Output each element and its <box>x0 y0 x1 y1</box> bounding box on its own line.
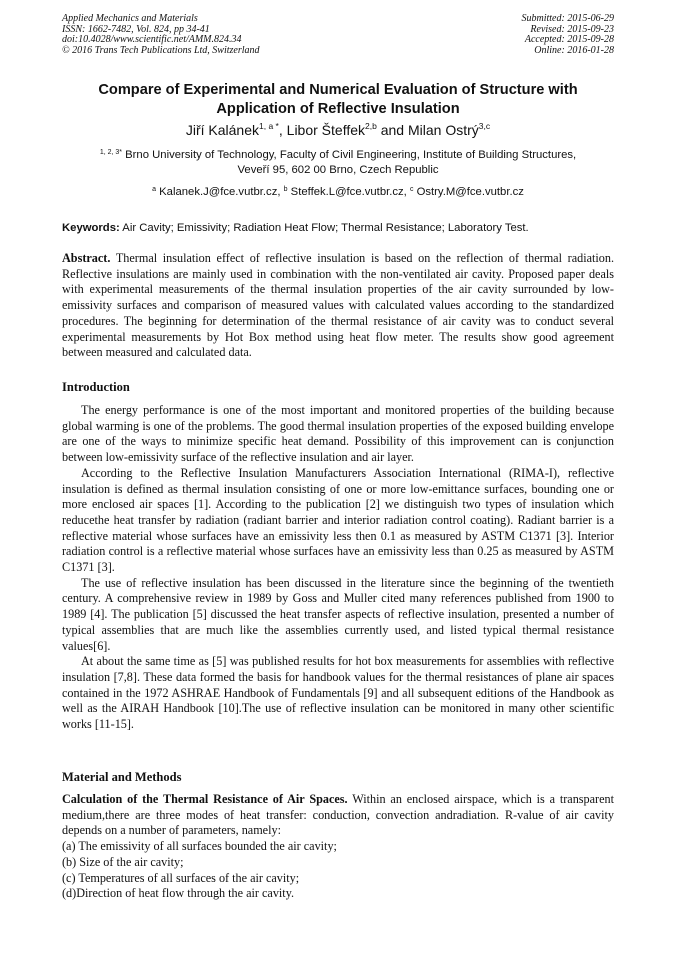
affiliation-line-2: Veveří 95, 602 00 Brno, Czech Republic <box>237 163 439 176</box>
author-3-name: Milan Ostrý <box>407 122 479 138</box>
intro-paragraph-4: At about the same time as [5] was published results for hot box measurements for assemblies with reflective insulation [7,8]. These data formed the basis for handbook values for the thermal resistances of plane air spaces contained in the 1972 ASHRAE Handbook of Fundamentals [9] and all subsequent editions of the Handbook as well as the AIRAH Handbook [10].The use of reflective insulation can be monitored in many other scientific works [11-15]. <box>62 654 614 732</box>
author-1-sup: 1, a * <box>259 121 279 131</box>
email-a-sup: a <box>152 186 156 193</box>
title-line-1: Compare of Experimental and Numerical Evaluation of Structure with <box>98 82 578 98</box>
abstract-label: Abstract. <box>62 251 111 265</box>
keywords-label: Keywords: <box>62 222 120 234</box>
author-2-sup: 2,b <box>365 121 377 131</box>
date-revised: Revised: 2015-09-23 <box>530 23 614 35</box>
date-accepted: Accepted: 2015-09-28 <box>524 34 614 46</box>
affiliation-line-1 <box>62 148 614 163</box>
methods-list-item: (a) The emissivity of all surfaces bounded the air cavity; <box>62 839 337 854</box>
abstract <box>62 251 614 361</box>
author-list <box>62 121 614 139</box>
methods-section <box>62 792 614 902</box>
methods-paragraph <box>62 792 614 839</box>
abstract-text: Thermal insulation effect of reflective insulation is based on the reflection of thermal radiation. Reflective insulations are mainly used in combination with the non-ventilated air cavity. Proposed paper deals with experimental measurements of the thermal insulation properties of the air cavity surrounded by low-emissivity surfaces and comparison of measured values with calculated values according to the standardized procedures. The beginning for determination of the thermal resistance of air cavity was to conduct several experimental measurements by Hot Box method using heat flow meter. The results show good agreement between measured and calculated data. <box>62 251 614 360</box>
keywords <box>62 221 614 235</box>
methods-list-item: (b) Size of the air cavity; <box>62 854 184 869</box>
intro-paragraph-1: The energy performance is one of the most important and monitored properties of the building because global warming is one of the problems. The good thermal insulation properties of the exposed building envelope are one of the ways to minimize specific heat demand. Possibility of this improvement can is conjunction between low-emissivity surface of the reflective insulation and air layer. <box>62 403 614 465</box>
date-online: Online: 2016-01-28 <box>534 44 614 56</box>
journal-copyright: © 2016 Trans Tech Publications Ltd, Switzerland <box>62 44 260 56</box>
date-submitted: Submitted: 2015-06-29 <box>521 13 614 24</box>
paper-title <box>62 81 614 118</box>
submission-dates <box>522 14 615 56</box>
email-c: Ostry.M@fce.vutbr.cz <box>413 186 524 198</box>
author-2-name: Libor Šteffek <box>286 122 366 138</box>
author-separator: and <box>376 122 408 138</box>
keywords-text: Air Cavity; Emissivity; Radiation Heat Flow; Thermal Resistance; Laboratory Test. <box>119 222 529 234</box>
author-3-sup: 3,c <box>478 121 491 131</box>
journal-doi: doi:10.4028/www.scientific.net/AMM.824.34 <box>62 34 242 46</box>
affiliation-text: Brno University of Technology, Faculty of Civil Engineering, Institute of Building Structures, <box>122 149 577 161</box>
affiliation-sup: 1, 2, 3* <box>99 149 122 156</box>
methods-text: Within an enclosed airspace, which is a transparent medium,there are three modes of heat transfer: conduction, convection andradiation. R-value of air cavity depends on a number of parameters, namely: <box>62 792 615 838</box>
introduction-section <box>62 403 614 733</box>
intro-paragraph-3: The use of reflective insulation has been discussed in the literature since the beginning of the twentieth century. A comprehensive review in 1989 by Goss and Muller cited many references published from 1900 to 1989 [4]. The publication [5] discussed the heat transfer aspects of reflective insulation, presented a number of typical assemblies that are much like the assemblies currently used, and listed typical thermal resistance values[6]. <box>62 575 614 653</box>
methods-list-item: (c) Temperatures of all surfaces of the air cavity; <box>62 870 300 885</box>
journal-issn: ISSN: 1662-7482, Vol. 824, pp 34-41 <box>62 23 210 35</box>
author-separator: , <box>278 122 287 138</box>
author-emails <box>62 185 614 199</box>
methods-heading: Material and Methods <box>62 770 182 784</box>
email-b: Steffek.L@fce.vutbr.cz, <box>287 186 410 198</box>
introduction-heading: Introduction <box>62 380 130 394</box>
affiliation <box>62 148 614 177</box>
email-a: Kalanek.J@fce.vutbr.cz, <box>156 186 284 198</box>
journal-name: Applied Mechanics and Materials <box>62 13 198 24</box>
abstract-paragraph <box>62 251 614 361</box>
author-1-name: Jiří Kalánek <box>185 122 260 138</box>
email-c-sup: c <box>409 186 414 193</box>
intro-paragraph-2: According to the Reflective Insulation Manufacturers Association International (RIMA-I), reflective insulation is defined as thermal insulation consisting of one or more low-emittance surfaces, bounding one or more enclosed air spaces [1]. According to the publication [2] we distinguish two types of insulation which reducethe heat transfer by radiation (radiant barrier and interior radiation control coating). Radiant barrier is a reflective material whose surfaces have an emissivity less then 0.1 as measured by ASTM C1371 [3]. Interior radiation control is a reflective material whose surfaces have an emissivity less than 0.25 as measured by ASTM C1371 [3]. <box>62 465 614 575</box>
journal-info <box>62 14 260 56</box>
methods-subheading: Calculation of the Thermal Resistance of Air Spaces. <box>62 792 348 806</box>
email-b-sup: b <box>283 186 288 193</box>
methods-list-item: (d)Direction of heat flow through the air cavity. <box>62 886 295 901</box>
title-line-2: Application of Reflective Insulation <box>216 100 460 117</box>
